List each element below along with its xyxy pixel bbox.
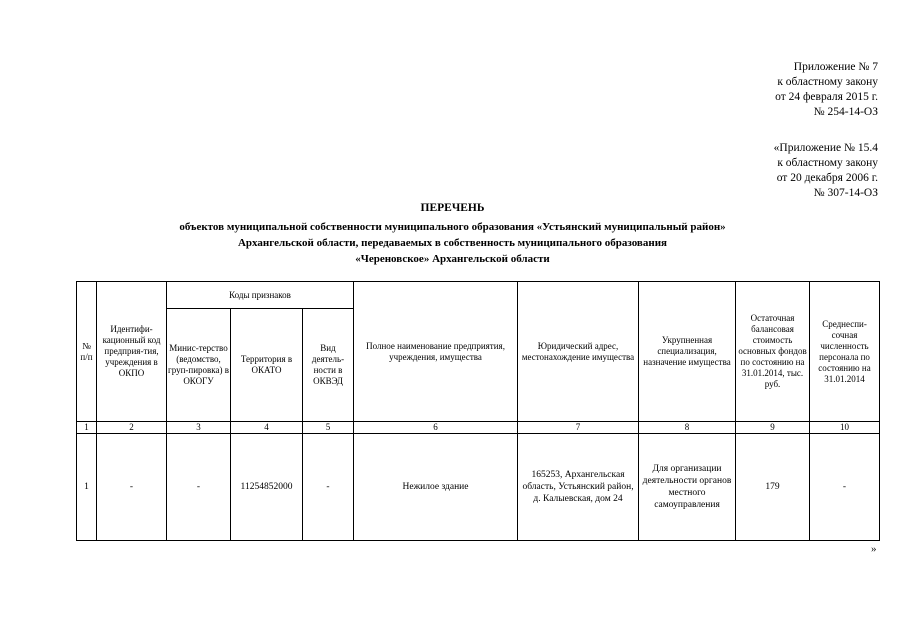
header-name: Полное наименование предприятия, учреждения, имущества <box>354 282 518 422</box>
cell-address: 165253, Архангельская область, Устьянский район, д. Калыевская, дом 24 <box>518 434 639 541</box>
table-row <box>77 434 880 541</box>
cell-okogu: - <box>167 434 231 541</box>
column-number: 5 <box>303 422 354 434</box>
header-okved: Вид деятель-ности в ОКВЭД <box>303 309 354 422</box>
column-number: 1 <box>77 422 97 434</box>
column-number: 4 <box>231 422 303 434</box>
cell-purpose: Для организации деятельности органов местного самоуправления <box>639 434 736 541</box>
column-number: 7 <box>518 422 639 434</box>
cell-okpo: - <box>97 434 167 541</box>
property-table <box>76 281 880 541</box>
annex-line: от 24 февраля 2015 г. <box>775 91 878 103</box>
column-number: 9 <box>736 422 810 434</box>
column-number: 3 <box>167 422 231 434</box>
cell-staff: - <box>810 434 880 541</box>
closing-quote-mark: » <box>871 543 877 555</box>
column-number: 10 <box>810 422 880 434</box>
annex-old-line: «Приложение № 15.4 <box>773 142 878 154</box>
annex-old-line: № 307-14-ОЗ <box>813 187 878 199</box>
cell-number: 1 <box>77 434 97 541</box>
cell-okved: - <box>303 434 354 541</box>
subtitle-line: Архангельской области, передаваемых в собственность муниципального образования <box>237 237 667 249</box>
header-okato: Территория в ОКАТО <box>231 309 303 422</box>
column-number: 6 <box>354 422 518 434</box>
subtitle-line: «Череновское» Архангельской области <box>355 253 550 265</box>
annex-old-header <box>774 141 878 201</box>
document-title: ПЕРЕЧЕНЬ <box>420 202 485 214</box>
column-number: 8 <box>639 422 736 434</box>
annex-old-line: к областному закону <box>777 157 878 169</box>
annex-line: № 254-14-ОЗ <box>813 106 878 118</box>
column-number-row <box>77 422 880 434</box>
header-staff: Среднеспи-сочная численность персонала по состоянию на 31.01.2014 <box>810 282 880 422</box>
header-number: № п/п <box>77 282 97 422</box>
annex-old-line: от 20 декабря 2006 г. <box>776 172 878 184</box>
annex-line: к областному закону <box>777 76 878 88</box>
subtitle-line: объектов муниципальной собственности муниципального образования «Устьянский муниципальный район» <box>179 221 726 233</box>
header-purpose: Укрупненная специализация, назначение имущества <box>639 282 736 422</box>
cell-cost: 179 <box>736 434 810 541</box>
header-okogu: Минис-терство (ведомство, груп-пировка) в ОКОГУ <box>167 309 231 422</box>
document-subtitle <box>0 219 905 267</box>
header-address: Юридический адрес, местонахождение имущества <box>518 282 639 422</box>
header-okpo: Идентифи-кационный код предприя-тия, учреждения в ОКПО <box>97 282 167 422</box>
header-codes-group: Коды признаков <box>167 282 354 309</box>
annex-header <box>775 60 878 120</box>
header-cost: Остаточная балансовая стоимость основных фондов по состоянию на 31.01.2014, тыс. руб. <box>736 282 810 422</box>
column-number: 2 <box>97 422 167 434</box>
cell-name: Нежилое здание <box>354 434 518 541</box>
annex-line: Приложение № 7 <box>793 61 878 73</box>
cell-okato: 11254852000 <box>231 434 303 541</box>
